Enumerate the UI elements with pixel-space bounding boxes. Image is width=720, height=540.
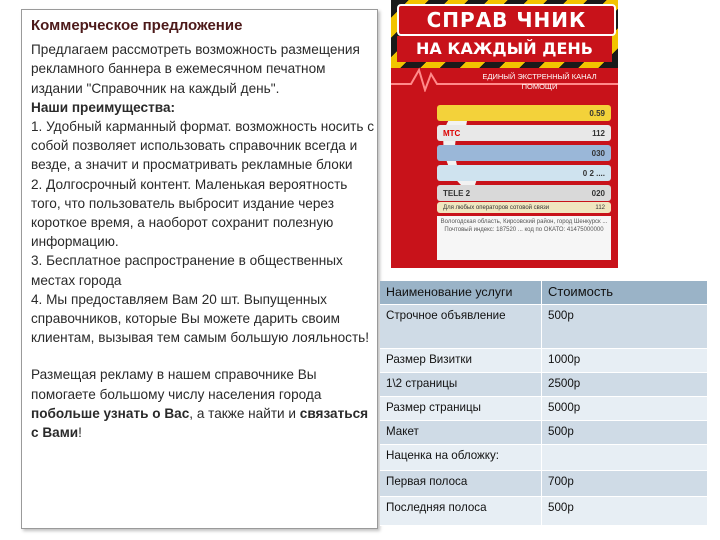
service-cell: Последняя полоса [380, 497, 542, 526]
price-cell: 500р [542, 497, 708, 526]
price-cell: 2500р [542, 373, 708, 397]
operator-number: 030 [591, 148, 605, 158]
table-row [380, 497, 708, 526]
operator-row [437, 145, 611, 161]
table-row [380, 349, 708, 373]
header-cell: Стоимость [542, 281, 708, 305]
table-row [380, 445, 708, 471]
service-cell: Первая полоса [380, 471, 542, 497]
operator-row: Для любых операторов сотовой связи 112 [437, 202, 611, 213]
closing-text: , а также найти и [189, 405, 300, 421]
table-row [380, 397, 708, 421]
price-cell: 700р [542, 471, 708, 497]
brochure-subtitle: НА КАЖДЫЙ ДЕНЬ [397, 36, 612, 62]
service-cell: Размер страницы [380, 397, 542, 421]
service-cell: 1\2 страницы [380, 373, 542, 397]
brochure-channel: ЕДИНЫЙ ЭКСТРЕННЫЙ КАНАЛ ПОМОЩИ [482, 72, 597, 91]
brochure-logo [397, 4, 616, 36]
header-cell: Наименование услуги [380, 281, 542, 305]
price-cell: 5000р [542, 397, 708, 421]
service-cell: Наценка на обложку: [380, 445, 542, 471]
operator-row [437, 185, 611, 201]
brochure-logo-text: СПРАВ ЧНИК [426, 8, 587, 32]
service-cell: Размер Визитки [380, 349, 542, 373]
price-cell: 500р [542, 421, 708, 445]
service-cell: Строчное объявление [380, 305, 542, 349]
slide-title: Коммерческое предложение [31, 17, 243, 34]
table-row [380, 373, 708, 397]
advantage-item: 4. Мы предоставляем Вам 20 шт. Выпущенных справочников, которые Вы можете дарить своим клиентам, вызывая тем самым большую лояльность! [31, 291, 370, 346]
advantage-item: 1. Удобный карманный формат. возможность носить с собой позволяет использовать справочник всегда и везде, а значит и просматривать рекламные блоки [31, 119, 375, 173]
table-row [380, 305, 708, 349]
price-cell: 1000р [542, 349, 708, 373]
operator-number: 112 [592, 128, 605, 138]
intro-paragraph: Предлагаем рассмотреть возможность размещения рекламного баннера в ежемесячном печатном издании "Справочник на каждый день". [31, 42, 360, 96]
closing-bold: побольше узнать о Вас [31, 405, 190, 421]
advantage-item: 2. Долгосрочный контент. Маленькая вероятность того, что пользователь выбросит издание через короткое время, а наоборот сохранит полезную информацию. [31, 176, 348, 250]
operator-row [437, 105, 611, 121]
table-header-row [380, 281, 708, 305]
operator-number: 112 [595, 204, 605, 211]
operator-number: 0 2 .... [582, 168, 605, 178]
closing-text: Размещая рекламу в нашем справочнике Вы помогаете большому числу населения города [31, 367, 322, 402]
closing-bold: связаться с Вами [31, 405, 369, 441]
brochure-address: Вологодская область, Кирсовский район, город Шенкурск ... Почтовый индекс: 187520 ... код по ОКАТО: 41475000000 [437, 216, 611, 260]
mts-logo: МТС [443, 128, 461, 138]
price-cell [542, 445, 708, 471]
brochure-image [391, 0, 618, 268]
operator-number: 0.59 [589, 108, 605, 118]
service-cell: Макет [380, 421, 542, 445]
price-table [380, 281, 708, 526]
advantages-heading: Наши преимущества: [31, 99, 176, 115]
tele2-logo: TELE 2 [443, 188, 471, 198]
operator-number: 020 [591, 188, 605, 198]
table-row [380, 471, 708, 497]
offer-text [31, 16, 376, 442]
closing-paragraph [31, 365, 376, 442]
advantage-item: 3. Бесплатное распространение в общественных местах города [31, 253, 343, 288]
closing-text: ! [78, 425, 82, 441]
table-row [380, 421, 708, 445]
operator-row [437, 165, 611, 181]
operator-row [437, 125, 611, 141]
price-cell: 500р [542, 305, 708, 349]
